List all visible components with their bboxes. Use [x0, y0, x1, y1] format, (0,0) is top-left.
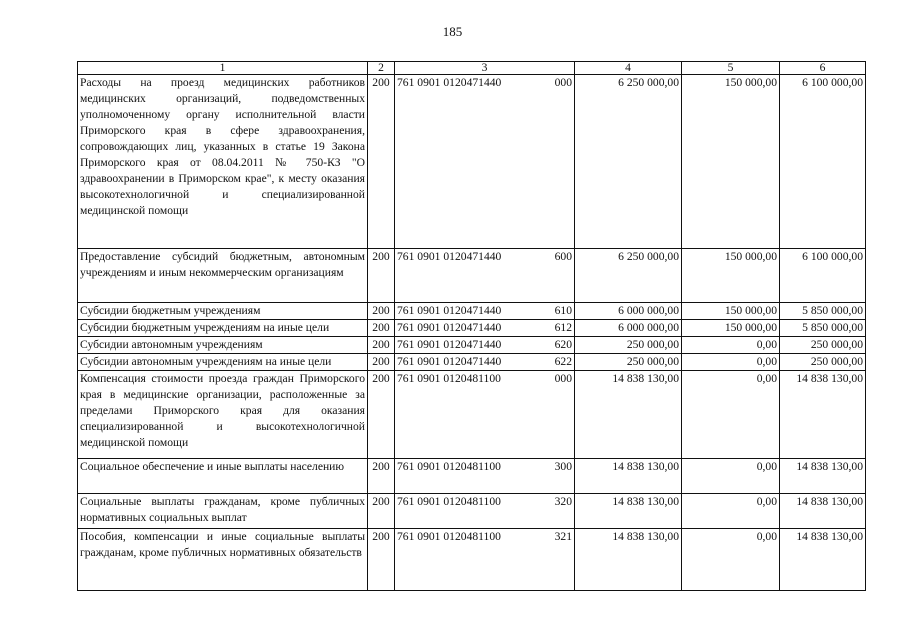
row-col4: 6 000 000,00 [575, 320, 682, 337]
row-description: Социальное обеспечение и иные выплаты населению [78, 459, 368, 494]
row-col6: 6 100 000,00 [780, 75, 866, 249]
code-number: 761 0901 0120471440 [397, 304, 502, 317]
budget-table [77, 61, 866, 591]
row-col5: 0,00 [682, 459, 780, 494]
code-number: 761 0901 0120471440 [397, 321, 502, 334]
row-description: Социальные выплаты гражданам, кроме публичных нормативных социальных выплат [78, 494, 368, 529]
row-col2: 200 [368, 459, 395, 494]
row-description: Субсидии бюджетным учреждениям [78, 303, 368, 320]
row-col4: 250 000,00 [575, 337, 682, 354]
row-col6: 5 850 000,00 [780, 320, 866, 337]
row-col4: 6 250 000,00 [575, 75, 682, 249]
row-col2: 200 [368, 320, 395, 337]
table-row [78, 75, 866, 249]
code-number: 761 0901 0120471440 [397, 250, 502, 263]
row-col3 [395, 459, 575, 494]
row-col6: 14 838 130,00 [780, 371, 866, 459]
row-col5: 150 000,00 [682, 320, 780, 337]
table-row [78, 494, 866, 529]
row-col4: 6 250 000,00 [575, 249, 682, 303]
row-description: Пособия, компенсации и иные социальные выплаты гражданам, кроме публичных нормативных обязательств [78, 529, 368, 591]
code-suffix: 610 [554, 304, 572, 317]
row-col4: 250 000,00 [575, 354, 682, 371]
row-description: Предоставление субсидий бюджетным, автономным учреждениям и иным некоммерческим организациям [78, 249, 368, 303]
code-suffix: 600 [554, 250, 572, 263]
code-number: 761 0901 0120471440 [397, 76, 502, 89]
row-col2: 200 [368, 354, 395, 371]
page-number: 185 [442, 24, 463, 39]
code-number: 761 0901 0120481100 [397, 530, 501, 543]
code-suffix: 000 [554, 76, 572, 89]
row-col4: 14 838 130,00 [575, 459, 682, 494]
code-number: 761 0901 0120481100 [397, 495, 501, 508]
table-row [78, 354, 866, 371]
column-header: 3 [395, 62, 575, 75]
code-number: 761 0901 0120481100 [397, 372, 501, 385]
table-row [78, 337, 866, 354]
row-col3 [395, 371, 575, 459]
code-suffix: 612 [554, 321, 572, 334]
table-row [78, 459, 866, 494]
row-col2: 200 [368, 303, 395, 320]
code-suffix: 622 [554, 355, 572, 368]
column-header: 5 [682, 62, 780, 75]
row-col5: 0,00 [682, 337, 780, 354]
row-col2: 200 [368, 249, 395, 303]
code-number: 761 0901 0120471440 [397, 355, 502, 368]
table-row [78, 303, 866, 320]
code-suffix: 620 [554, 338, 572, 351]
row-col3 [395, 320, 575, 337]
row-col5: 0,00 [682, 494, 780, 529]
row-col2: 200 [368, 337, 395, 354]
row-col4: 14 838 130,00 [575, 494, 682, 529]
code-suffix: 321 [554, 530, 572, 543]
row-description: Субсидии автономным учреждениям на иные цели [78, 354, 368, 371]
table-row [78, 529, 866, 591]
row-col2: 200 [368, 371, 395, 459]
column-header: 6 [780, 62, 866, 75]
row-col3 [395, 75, 575, 249]
code-number: 761 0901 0120481100 [397, 460, 501, 473]
row-col5: 150 000,00 [682, 249, 780, 303]
row-col2: 200 [368, 75, 395, 249]
row-col3 [395, 494, 575, 529]
row-col6: 5 850 000,00 [780, 303, 866, 320]
code-suffix: 320 [554, 495, 572, 508]
row-col6: 250 000,00 [780, 337, 866, 354]
code-number: 761 0901 0120471440 [397, 338, 502, 351]
row-col6: 250 000,00 [780, 354, 866, 371]
code-suffix: 300 [554, 460, 572, 473]
row-col6: 14 838 130,00 [780, 529, 866, 591]
row-col6: 14 838 130,00 [780, 459, 866, 494]
row-description: Субсидии автономным учреждениям [78, 337, 368, 354]
row-col3 [395, 249, 575, 303]
row-col5: 150 000,00 [682, 75, 780, 249]
row-col6: 6 100 000,00 [780, 249, 866, 303]
table-row [78, 371, 866, 459]
table-row [78, 320, 866, 337]
row-col5: 0,00 [682, 354, 780, 371]
row-col5: 0,00 [682, 371, 780, 459]
column-header: 1 [78, 62, 368, 75]
row-col3 [395, 303, 575, 320]
row-col5: 0,00 [682, 529, 780, 591]
row-col2: 200 [368, 494, 395, 529]
table-row [78, 249, 866, 303]
row-col3 [395, 354, 575, 371]
row-col6: 14 838 130,00 [780, 494, 866, 529]
row-col5: 150 000,00 [682, 303, 780, 320]
code-suffix: 000 [554, 372, 572, 385]
table-header-row [78, 62, 866, 75]
row-description: Субсидии бюджетным учреждениям на иные цели [78, 320, 368, 337]
row-col3 [395, 529, 575, 591]
row-description: Компенсация стоимости проезда граждан Приморского края в медицинские организации, расположенные за пределами Приморского края для оказания специализированной и высокотехнологичной медицинской помощи [78, 371, 368, 459]
column-header: 4 [575, 62, 682, 75]
row-col2: 200 [368, 529, 395, 591]
column-header: 2 [368, 62, 395, 75]
row-col4: 14 838 130,00 [575, 371, 682, 459]
row-col3 [395, 337, 575, 354]
row-description: Расходы на проезд медицинских работников медицинских организаций, подведомственных уполномоченному органу исполнительной власти Приморского края в сфере здравоохранения, сопровождающих лиц, указанных в статье 19 Закона Приморского края от 08.04.2011 № 750-КЗ "О здравоохранении в Приморском крае", к месту оказания высокотехнологичной и специализированной медицинской помощи [78, 75, 368, 249]
row-col4: 6 000 000,00 [575, 303, 682, 320]
row-col4: 14 838 130,00 [575, 529, 682, 591]
